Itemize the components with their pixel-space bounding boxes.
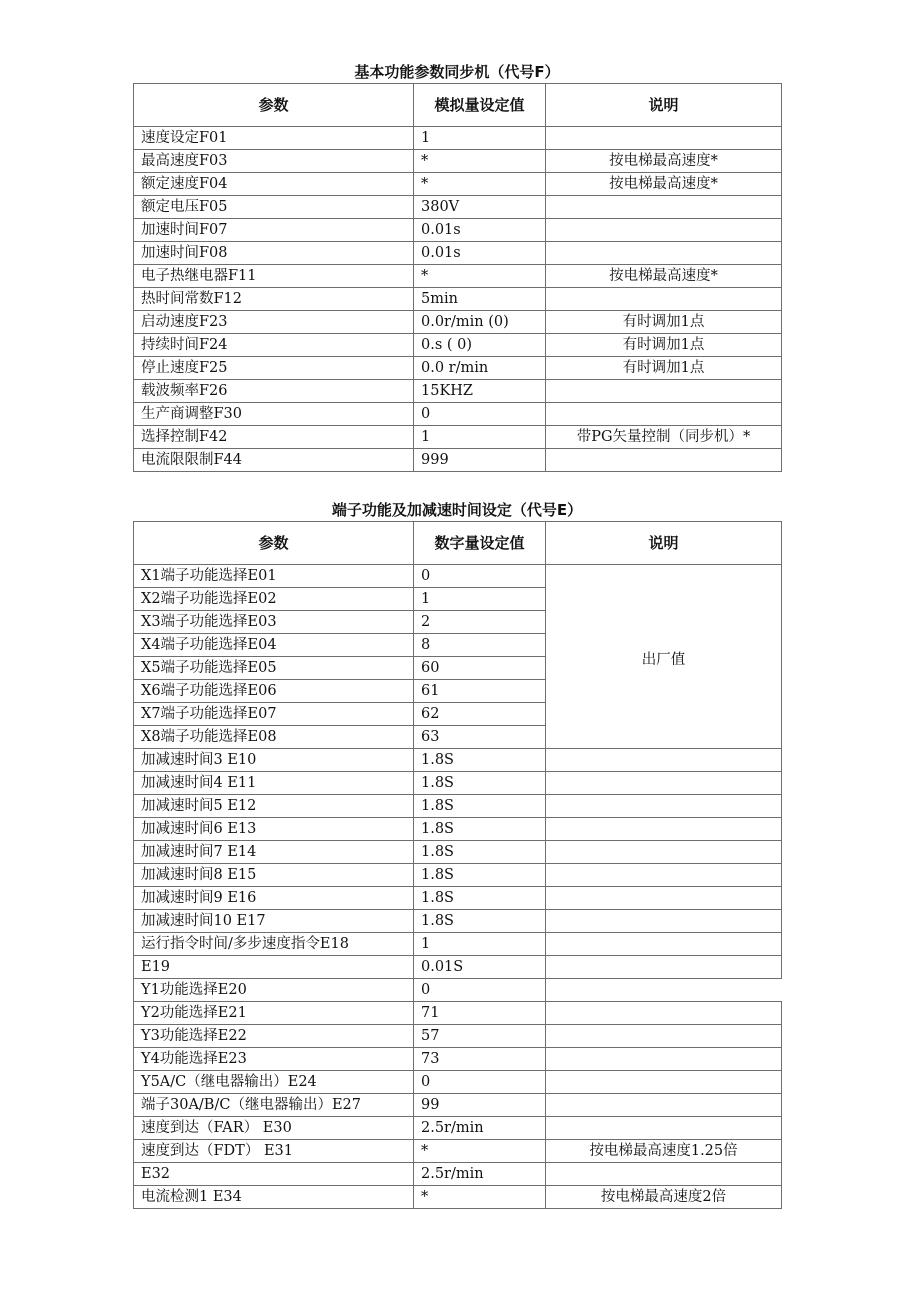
value-cell: 8 bbox=[414, 634, 546, 657]
table-row bbox=[134, 449, 782, 472]
param-cell: 加减速时间3 E10 bbox=[134, 749, 414, 772]
value-cell: 1 bbox=[414, 426, 546, 449]
param-cell: 加减速时间10 E17 bbox=[134, 910, 414, 933]
note-cell bbox=[546, 818, 782, 841]
note-cell bbox=[546, 772, 782, 795]
table-header-row bbox=[134, 84, 782, 127]
value-cell: 0.01s bbox=[414, 219, 546, 242]
table-row bbox=[134, 749, 782, 772]
param-cell: 加减速时间6 E13 bbox=[134, 818, 414, 841]
table-header-row bbox=[134, 522, 782, 565]
value-cell: 1.8S bbox=[414, 841, 546, 864]
param-cell: 电子热继电器F11 bbox=[134, 265, 414, 288]
header-value: 数字量设定值 bbox=[414, 522, 546, 565]
table-row bbox=[134, 357, 782, 380]
param-cell: Y5A/C（继电器输出）E24 bbox=[134, 1071, 414, 1094]
param-cell: E32 bbox=[134, 1163, 414, 1186]
table-row bbox=[134, 127, 782, 150]
table-row bbox=[134, 196, 782, 219]
table-row bbox=[134, 795, 782, 818]
table-row bbox=[134, 1048, 782, 1071]
note-cell: 按电梯最高速度* bbox=[546, 265, 782, 288]
table-f-title: 基本功能参数同步机（代号F） bbox=[354, 63, 560, 81]
value-cell: 0 bbox=[414, 565, 546, 588]
note-cell bbox=[546, 1025, 782, 1048]
param-cell: 启动速度F23 bbox=[134, 311, 414, 334]
param-cell: 速度到达（FAR） E30 bbox=[134, 1117, 414, 1140]
note-cell: 按电梯最高速度* bbox=[546, 173, 782, 196]
table-row bbox=[134, 1163, 782, 1186]
value-cell: 0.01S bbox=[414, 956, 546, 979]
table-row bbox=[134, 772, 782, 795]
param-cell: 运行指令时间/多步速度指令E18 bbox=[134, 933, 414, 956]
table-row bbox=[134, 1025, 782, 1048]
value-cell: 999 bbox=[414, 449, 546, 472]
param-cell: 加减速时间8 E15 bbox=[134, 864, 414, 887]
note-cell bbox=[546, 196, 782, 219]
table-row bbox=[134, 380, 782, 403]
value-cell: 1.8S bbox=[414, 795, 546, 818]
param-cell: 加减速时间4 E11 bbox=[134, 772, 414, 795]
note-cell: 带PG矢量控制（同步机）* bbox=[546, 426, 782, 449]
value-cell: 0 bbox=[414, 979, 546, 1002]
note-cell bbox=[546, 1117, 782, 1140]
value-cell: 380V bbox=[414, 196, 546, 219]
table-row bbox=[134, 933, 782, 956]
table-row bbox=[134, 265, 782, 288]
table-e bbox=[133, 521, 782, 1209]
value-cell: 0 bbox=[414, 1071, 546, 1094]
param-cell: 电流限限制F44 bbox=[134, 449, 414, 472]
value-cell: 2 bbox=[414, 611, 546, 634]
table-row bbox=[134, 426, 782, 449]
param-cell: E19 bbox=[134, 956, 414, 979]
table-row bbox=[134, 565, 782, 588]
table-row bbox=[134, 219, 782, 242]
value-cell: 1.8S bbox=[414, 910, 546, 933]
note-cell: 按电梯最高速度1.25倍 bbox=[546, 1140, 782, 1163]
value-cell: 63 bbox=[414, 726, 546, 749]
header-note: 说明 bbox=[546, 522, 782, 565]
param-cell: 最高速度F03 bbox=[134, 150, 414, 173]
param-cell: 持续时间F24 bbox=[134, 334, 414, 357]
table-row bbox=[134, 1002, 782, 1025]
table-row bbox=[134, 910, 782, 933]
param-cell: 加减速时间5 E12 bbox=[134, 795, 414, 818]
param-cell: X2端子功能选择E02 bbox=[134, 588, 414, 611]
table-row bbox=[134, 173, 782, 196]
note-cell bbox=[546, 910, 782, 933]
param-cell: 停止速度F25 bbox=[134, 357, 414, 380]
note-cell bbox=[546, 979, 782, 1002]
note-cell bbox=[546, 887, 782, 910]
param-cell: Y3功能选择E22 bbox=[134, 1025, 414, 1048]
note-cell: 有时调加1点 bbox=[546, 357, 782, 380]
note-cell bbox=[546, 841, 782, 864]
value-cell: * bbox=[414, 1186, 546, 1209]
param-cell: X7端子功能选择E07 bbox=[134, 703, 414, 726]
value-cell: 0.0r/min (0) bbox=[414, 311, 546, 334]
param-cell: Y4功能选择E23 bbox=[134, 1048, 414, 1071]
param-cell: 电流检测1 E34 bbox=[134, 1186, 414, 1209]
value-cell: 1 bbox=[414, 127, 546, 150]
value-cell: 0 bbox=[414, 403, 546, 426]
param-cell: 加速时间F08 bbox=[134, 242, 414, 265]
note-cell bbox=[546, 403, 782, 426]
param-cell: 加减速时间7 E14 bbox=[134, 841, 414, 864]
param-cell: 加速时间F07 bbox=[134, 219, 414, 242]
value-cell: * bbox=[414, 173, 546, 196]
param-cell: X6端子功能选择E06 bbox=[134, 680, 414, 703]
note-cell bbox=[546, 864, 782, 887]
table-row bbox=[134, 1140, 782, 1163]
table-row bbox=[134, 311, 782, 334]
param-cell: X5端子功能选择E05 bbox=[134, 657, 414, 680]
note-cell: 有时调加1点 bbox=[546, 311, 782, 334]
param-cell: 额定速度F04 bbox=[134, 173, 414, 196]
note-cell bbox=[546, 449, 782, 472]
note-cell bbox=[546, 749, 782, 772]
table-row bbox=[134, 403, 782, 426]
value-cell: 61 bbox=[414, 680, 546, 703]
table-row bbox=[134, 1071, 782, 1094]
param-cell: 加减速时间9 E16 bbox=[134, 887, 414, 910]
value-cell: 1 bbox=[414, 933, 546, 956]
table-row bbox=[134, 956, 782, 979]
header-value: 模拟量设定值 bbox=[414, 84, 546, 127]
note-cell bbox=[546, 1071, 782, 1094]
table-row bbox=[134, 864, 782, 887]
note-cell bbox=[546, 242, 782, 265]
note-cell bbox=[546, 380, 782, 403]
value-cell: 0.s ( 0) bbox=[414, 334, 546, 357]
param-cell: 生产商调整F30 bbox=[134, 403, 414, 426]
table-row bbox=[134, 818, 782, 841]
note-cell: 有时调加1点 bbox=[546, 334, 782, 357]
param-cell: Y2功能选择E21 bbox=[134, 1002, 414, 1025]
note-cell bbox=[546, 1048, 782, 1071]
param-cell: 速度到达（FDT） E31 bbox=[134, 1140, 414, 1163]
value-cell: * bbox=[414, 265, 546, 288]
value-cell: 1.8S bbox=[414, 864, 546, 887]
param-cell: X1端子功能选择E01 bbox=[134, 565, 414, 588]
table-row bbox=[134, 1094, 782, 1117]
table-e-title: 端子功能及加减速时间设定（代号E） bbox=[331, 501, 583, 519]
value-cell: * bbox=[414, 1140, 546, 1163]
value-cell: 1.8S bbox=[414, 887, 546, 910]
note-cell bbox=[546, 1163, 782, 1186]
value-cell: 1.8S bbox=[414, 749, 546, 772]
note-cell bbox=[546, 127, 782, 150]
table-row bbox=[134, 288, 782, 311]
value-cell: 57 bbox=[414, 1025, 546, 1048]
param-cell: 速度设定F01 bbox=[134, 127, 414, 150]
note-cell bbox=[546, 933, 782, 956]
factory-default-note: 出厂值 bbox=[546, 565, 782, 749]
table-row bbox=[134, 150, 782, 173]
param-cell: 选择控制F42 bbox=[134, 426, 414, 449]
note-cell bbox=[546, 1094, 782, 1117]
value-cell: 2.5r/min bbox=[414, 1163, 546, 1186]
header-param: 参数 bbox=[134, 84, 414, 127]
table-row bbox=[134, 1117, 782, 1140]
value-cell: 62 bbox=[414, 703, 546, 726]
param-cell: X4端子功能选择E04 bbox=[134, 634, 414, 657]
table-row bbox=[134, 242, 782, 265]
value-cell: 73 bbox=[414, 1048, 546, 1071]
table-row bbox=[134, 334, 782, 357]
table-row bbox=[134, 887, 782, 910]
value-cell: 5min bbox=[414, 288, 546, 311]
note-cell bbox=[546, 288, 782, 311]
note-cell: 按电梯最高速度* bbox=[546, 150, 782, 173]
value-cell: 15KHZ bbox=[414, 380, 546, 403]
value-cell: 0.0 r/min bbox=[414, 357, 546, 380]
note-cell: 按电梯最高速度2倍 bbox=[546, 1186, 782, 1209]
value-cell: 1 bbox=[414, 588, 546, 611]
value-cell: 1.8S bbox=[414, 818, 546, 841]
param-cell: 端子30A/B/C（继电器输出）E27 bbox=[134, 1094, 414, 1117]
value-cell: 2.5r/min bbox=[414, 1117, 546, 1140]
param-cell: Y1功能选择E20 bbox=[134, 979, 414, 1002]
param-cell: 额定电压F05 bbox=[134, 196, 414, 219]
value-cell: 1.8S bbox=[414, 772, 546, 795]
table-f bbox=[133, 83, 782, 472]
note-cell bbox=[546, 795, 782, 818]
header-param: 参数 bbox=[134, 522, 414, 565]
table-row bbox=[134, 979, 782, 1002]
value-cell: * bbox=[414, 150, 546, 173]
note-cell bbox=[546, 1002, 782, 1025]
param-cell: X3端子功能选择E03 bbox=[134, 611, 414, 634]
value-cell: 60 bbox=[414, 657, 546, 680]
value-cell: 0.01s bbox=[414, 242, 546, 265]
table-row bbox=[134, 841, 782, 864]
param-cell: 热时间常数F12 bbox=[134, 288, 414, 311]
param-cell: 载波频率F26 bbox=[134, 380, 414, 403]
value-cell: 99 bbox=[414, 1094, 546, 1117]
value-cell: 71 bbox=[414, 1002, 546, 1025]
table-row bbox=[134, 1186, 782, 1209]
param-cell: X8端子功能选择E08 bbox=[134, 726, 414, 749]
note-cell bbox=[546, 219, 782, 242]
header-note: 说明 bbox=[546, 84, 782, 127]
note-cell bbox=[546, 956, 782, 979]
